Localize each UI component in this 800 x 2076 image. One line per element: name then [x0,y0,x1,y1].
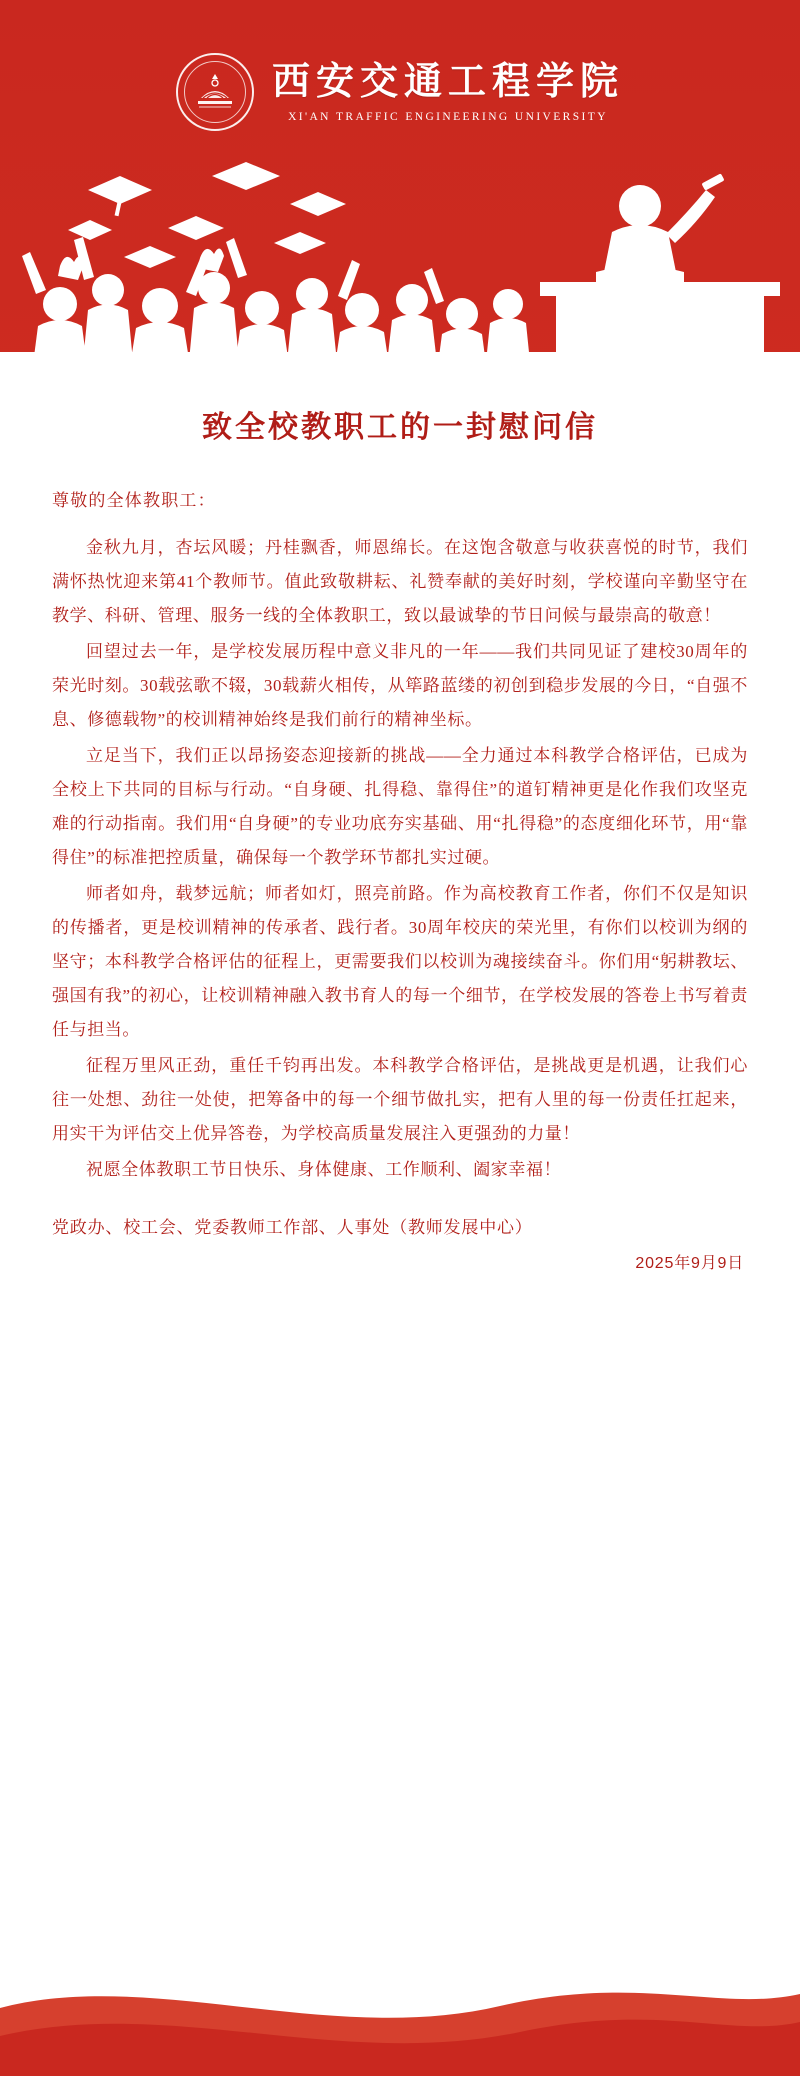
letter-paragraph: 回望过去一年，是学校发展历程中意义非凡的一年——我们共同见证了建校30周年的荣光时刻。30载弦歌不辍，30载薪火相传，从筚路蓝缕的初创到稳步发展的今日，“自强不息、修德载物”的校训精神始终是我们前行的精神坐标。 [52,642,748,729]
letter-paragraph: 祝愿全体教职工节日快乐、身体健康、工作顺利、阖家幸福！ [86,1160,562,1179]
letter-paragraph: 征程万里风正劲，重任千钧再出发。本科教学合格评估，是挑战更是机遇，让我们心往一处想、劲往一处使，把筹备中的每一个细节做扎实，把有人里的每一份责任扛起来，用实干为评估交上优异答卷，为学校高质量发展注入更强劲的力量！ [52,1056,748,1143]
university-wordmark [272,61,624,124]
letter-card [0,352,800,2076]
letter-paragraph: 立足当下，我们正以昂扬姿态迎接新的挑战——全力通过本科教学合格评估，已成为全校上下共同的目标与行动。“自身硬、扎得稳、靠得住”的道钉精神更是化作我们攻坚克难的行动指南。我们用“自身硬”的专业功底夯实基础、用“扎得稳”的态度细化环节，用“靠得住”的标准把控质量，确保每一个教学环节都扎实过硬。 [52,746,748,867]
letter-paragraph: 师者如舟，载梦远航；师者如灯，照亮前路。作为高校教育工作者，你们不仅是知识的传播者，更是校训精神的传承者、践行者。30周年校庆的荣光里，有你们以校训为纲的坚守；本科教学合格评估的征程上，更需要我们以校训为魂接续奋斗。你们用“躬耕教坛、强国有我”的初心，让校训精神融入教书育人的每一个细节，在学校发展的答卷上书写着责任与担当。 [52,884,748,1039]
letter-date: 2025年9月9日 [635,1255,744,1272]
letter-paragraph: 金秋九月，杏坛风暖；丹桂飘香，师恩绵长。在这饱含敬意与收获喜悦的时节，我们满怀热忱迎来第41个教师节。值此致敬耕耘、礼赞奉献的美好时刻，学校谨向辛勤坚守在教学、科研、管理、服务一线的全体教职工，致以最诚挚的节日问候与最崇高的敬意！ [52,538,748,625]
page-title: 致全校教职工的一封慰问信 [202,411,598,444]
university-name-en: XI'AN TRAFFIC ENGINEERING UNIVERSITY [288,111,608,124]
letter-salutation: 尊敬的全体教职工： [52,491,216,510]
letter-content [0,352,800,1273]
university-name-cn: 西安交通工程学院 [271,60,624,103]
poster-header [0,0,800,150]
letter-signature: 党政办、校工会、党委教师工作部、人事处（教师发展中心） [52,1218,533,1237]
footer-wave-decoration [0,1950,800,2076]
graduation-illustration [0,154,800,384]
university-seal-icon [176,53,254,131]
